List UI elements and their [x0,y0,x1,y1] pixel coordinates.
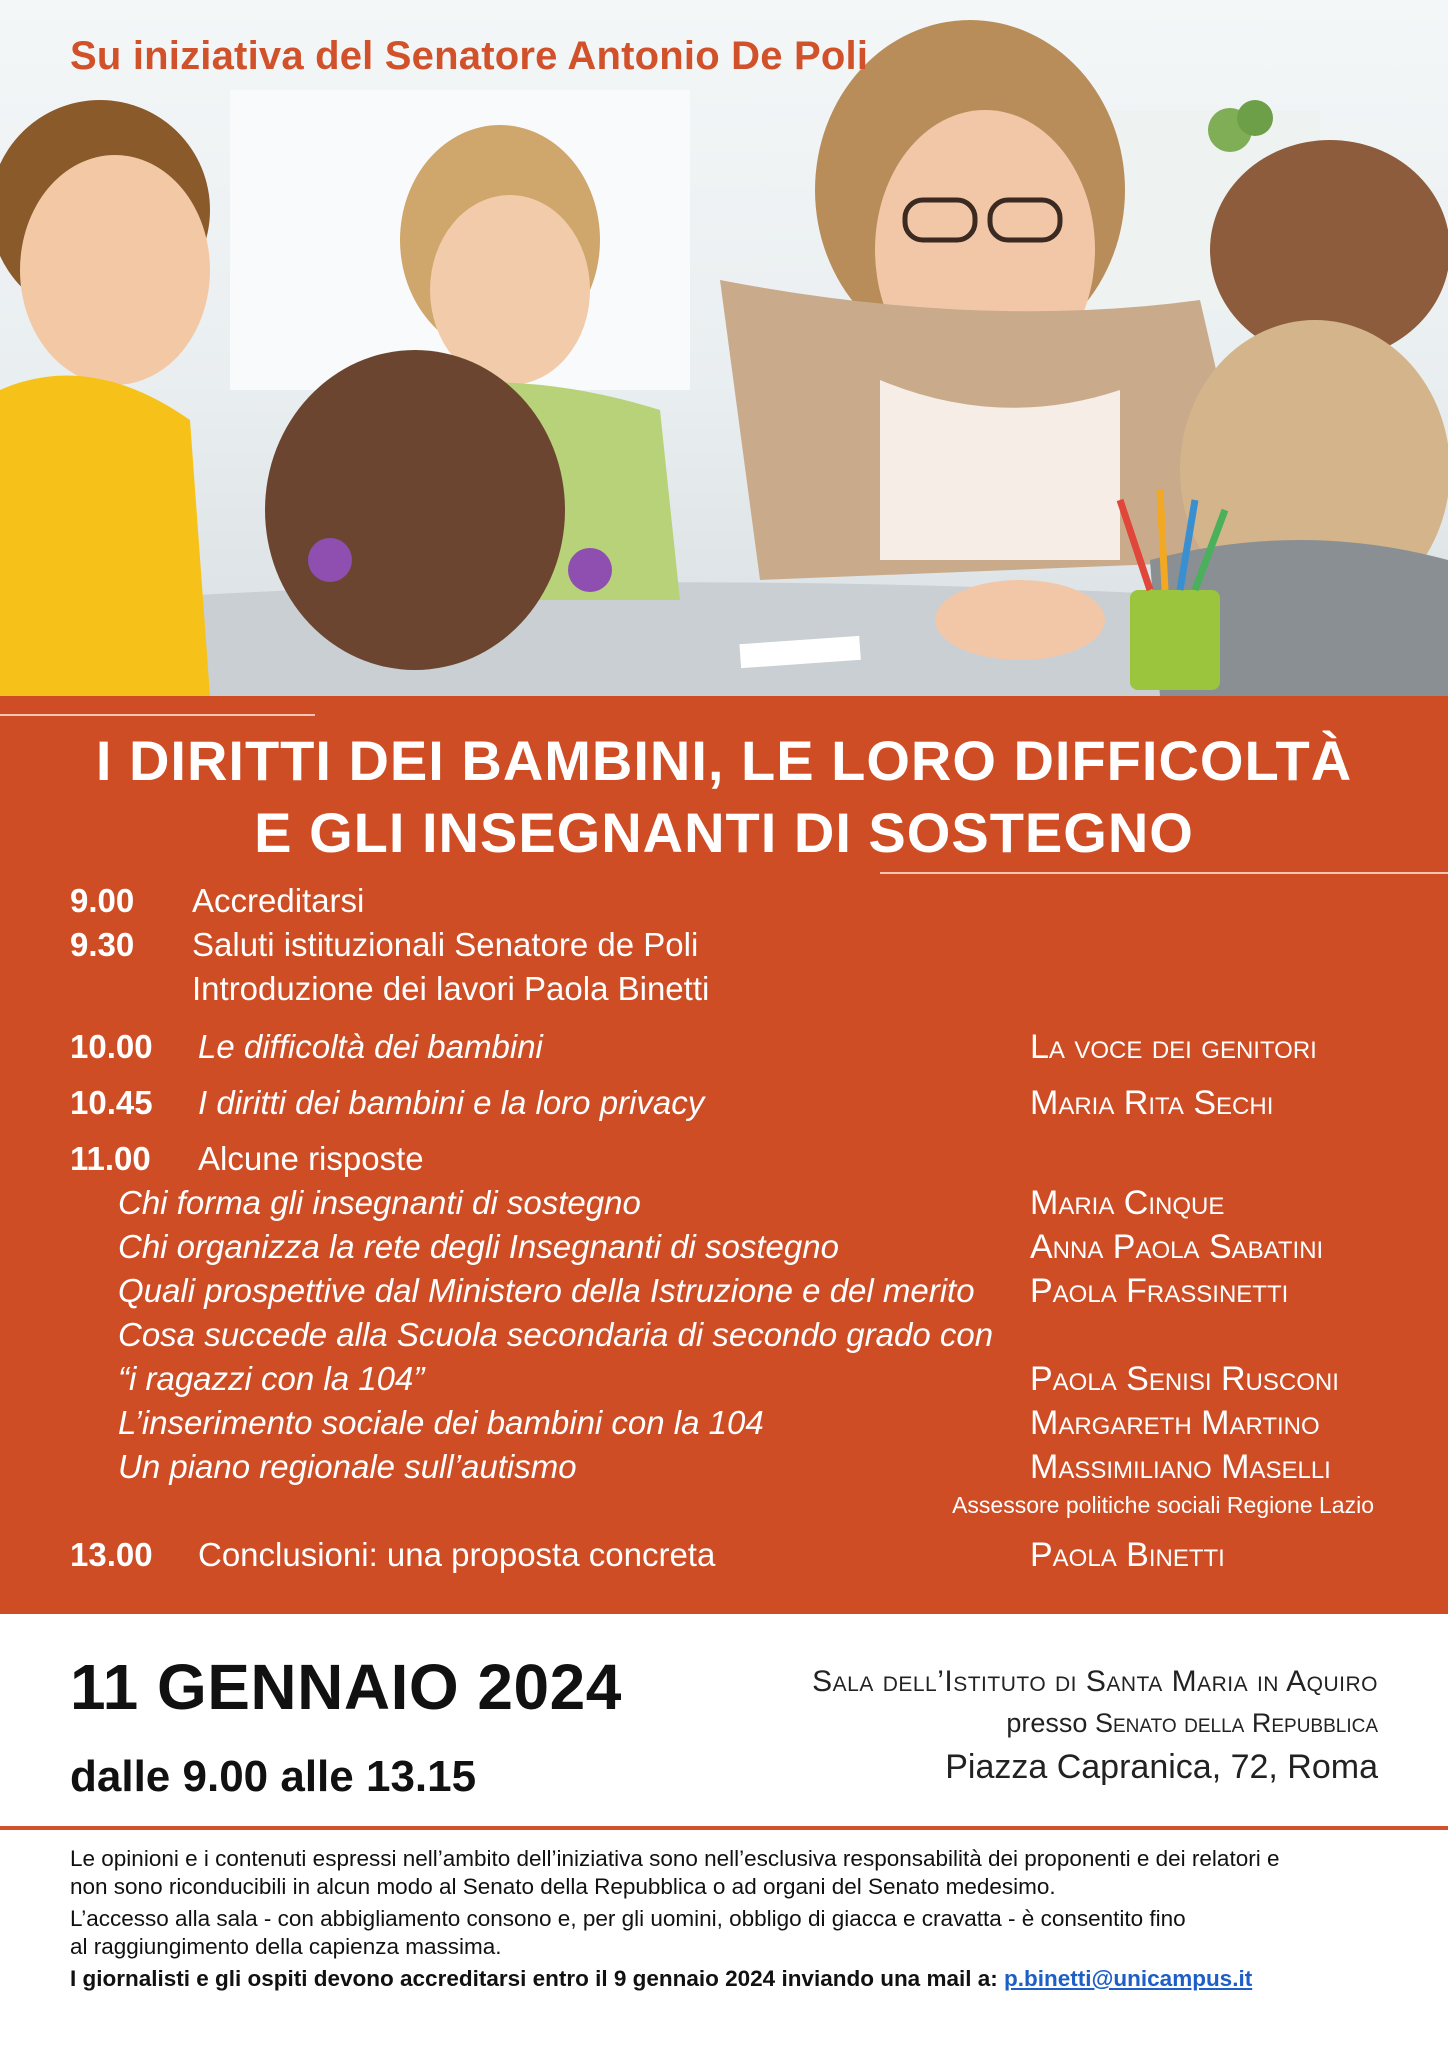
speaker-frassinetti: Paola Frassinetti [1030,1272,1289,1310]
footer-divider [0,1826,1448,1830]
sub-item-ministero: Quali prospettive dal Ministero della Istruzione e del merito [118,1272,975,1309]
activity-saluti: Saluti istituzionali Senatore de Poli [192,926,699,963]
sub-item-ragazzi-104: “i ragazzi con la 104” [118,1360,425,1397]
time-10-00: 10.00 [70,1028,153,1065]
venue-presso: presso [1006,1708,1088,1738]
event-date: 11 GENNAIO 2024 [70,1651,622,1723]
contact-email-link[interactable]: p.binetti@unicampus.it [1004,1966,1253,1991]
speaker-binetti: Paola Binetti [1030,1536,1225,1574]
title-rule-left [0,714,315,716]
disclaimer-line-2: non sono riconducibili in alcun modo al Senato della Repubblica o ad organi del Senato medesimo. [70,1874,1056,1899]
event-hours: dalle 9.00 alle 13.15 [70,1752,477,1801]
classroom-illustration [0,0,1448,696]
time-10-45: 10.45 [70,1084,153,1121]
speaker-maselli: Massimiliano Maselli [1030,1448,1331,1486]
title-line-2: E GLI INSEGNANTI DI SOSTEGNO [254,801,1194,864]
activity-diritti-privacy: I diritti dei bambini e la loro privacy [198,1084,705,1121]
activity-risposte: Alcune risposte [198,1140,424,1177]
speaker-cinque: Maria Cinque [1030,1184,1225,1222]
venue-address: Piazza Capranica, 72, Roma [945,1748,1378,1786]
title-line-1: I DIRITTI DEI BAMBINI, LE LORO DIFFICOLTÀ [95,729,1353,792]
time-9-30: 9.30 [70,926,135,963]
sub-item-rete: Chi organizza la rete degli Insegnanti di sostegno [118,1228,839,1265]
venue-hall: Sala dell’Istituto di Santa Maria in Aquiro [812,1665,1378,1698]
header-photo [0,0,1448,696]
sub-item-scuola-secondaria: Cosa succede alla Scuola secondaria di secondo grado con [118,1316,994,1353]
title-rule-right [880,872,1448,874]
sub-item-inserimento: L’inserimento sociale dei bambini con la 104 [118,1404,764,1441]
speaker-maselli-role: Assessore politiche sociali Regione Lazio [952,1492,1374,1518]
speaker-senisi-rusconi: Paola Senisi Rusconi [1030,1360,1339,1398]
speaker-sabatini: Anna Paola Sabatini [1030,1228,1324,1266]
initiative-heading: Su iniziativa del Senatore Antonio De Poli [70,34,869,78]
speaker-voce-genitori: La voce dei genitori [1030,1028,1317,1066]
activity-introduzione: Introduzione dei lavori Paola Binetti [192,970,710,1007]
sub-item-forma: Chi forma gli insegnanti di sostegno [118,1184,641,1221]
activity-accreditarsi: Accreditarsi [192,882,365,919]
venue-senate: Senato della Repubblica [1094,1708,1378,1738]
venue-senate-line [1006,1708,1378,1739]
time-11-00: 11.00 [70,1140,151,1177]
disclaimer-line-3: L’accesso alla sala - con abbigliamento consono e, per gli uomini, obbligo di giacca e cravatta - è consentito fino [70,1906,1186,1931]
sub-item-autismo: Un piano regionale sull’autismo [118,1448,577,1485]
activity-difficolta: Le difficoltà dei bambini [198,1028,543,1065]
time-13-00: 13.00 [70,1536,153,1573]
disclaimer-line-5 [70,1966,1252,1992]
disclaimer-line-1: Le opinioni e i contenuti espressi nell’ambito dell’iniziativa sono nell’esclusiva responsabilità dei proponenti e dei relatori e [70,1846,1280,1871]
accreditation-notice: I giornalisti e gli ospiti devono accreditarsi entro il 9 gennaio 2024 inviando una mail a: [70,1966,998,1991]
activity-conclusioni: Conclusioni: una proposta concreta [198,1536,716,1573]
time-9-00: 9.00 [70,882,135,919]
speaker-martino: Margareth Martino [1030,1404,1320,1442]
disclaimer-line-4: al raggiungimento della capienza massima. [70,1934,502,1959]
speaker-sechi: Maria Rita Sechi [1030,1084,1274,1122]
